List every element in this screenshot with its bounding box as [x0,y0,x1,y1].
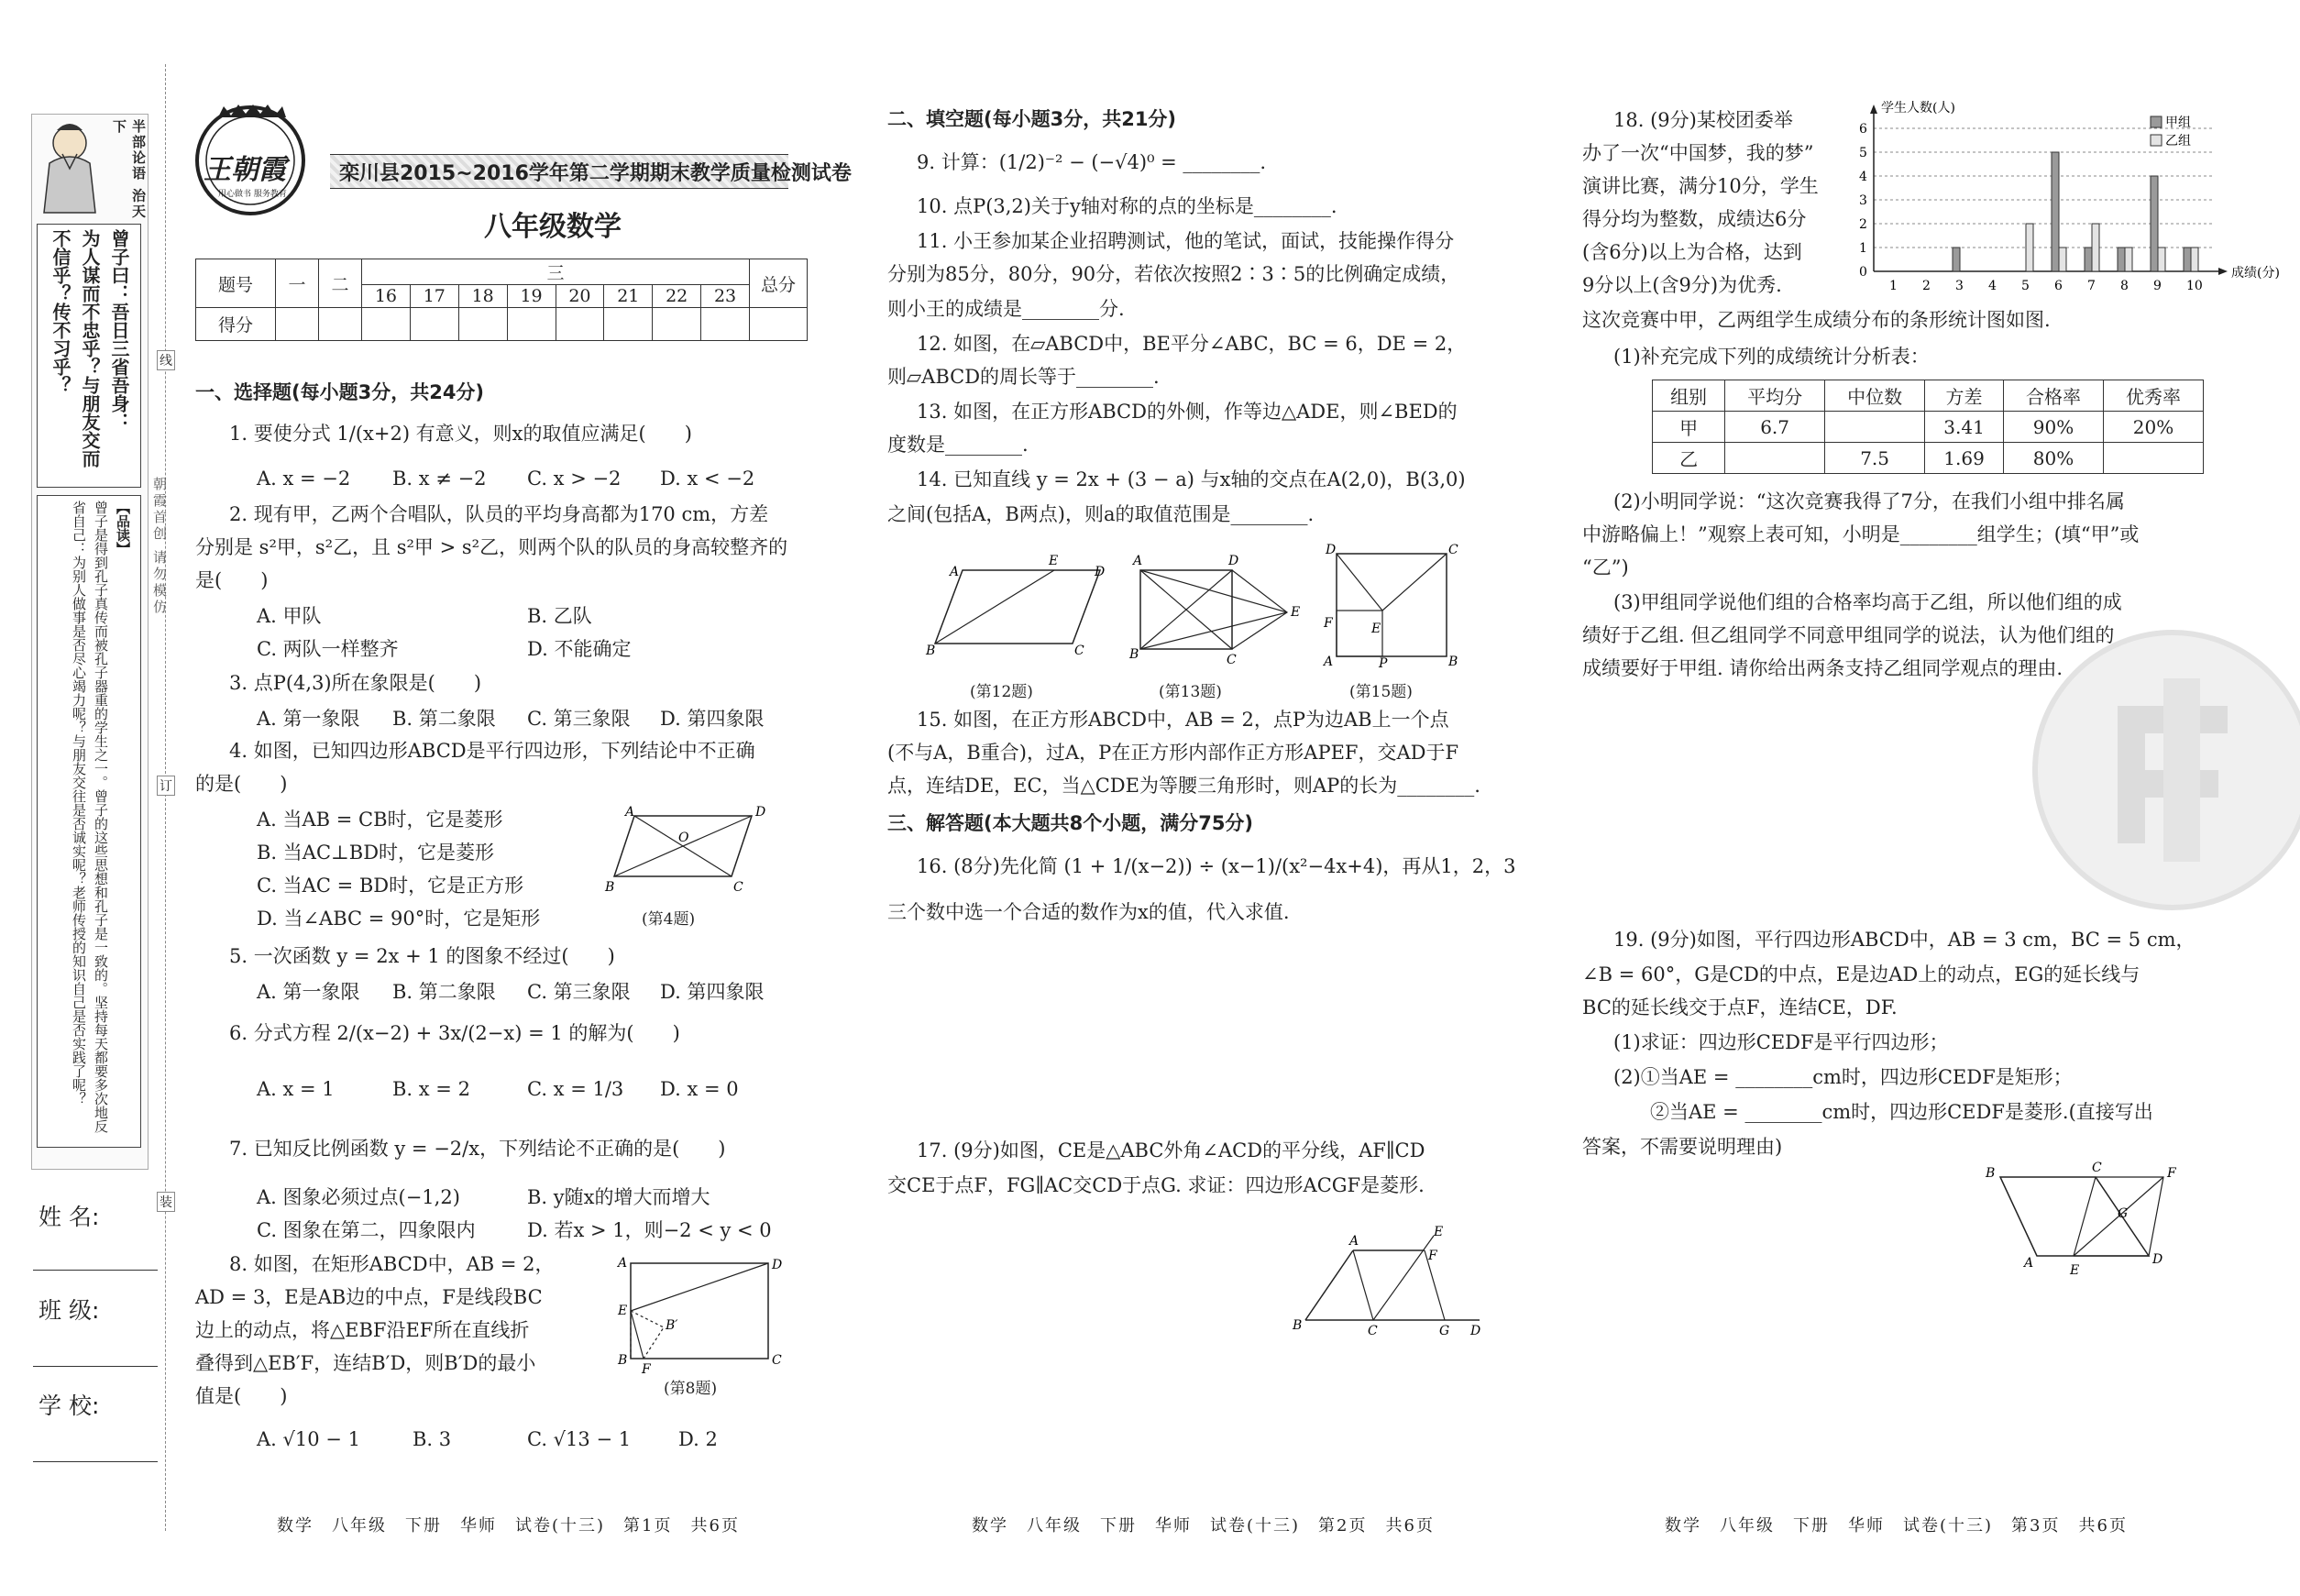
score-cell[interactable] [556,308,604,341]
bar-yi [2125,248,2132,271]
svg-text:A: A [950,565,960,579]
legend-label: 乙组 [2165,134,2191,149]
legend-swatch [2151,135,2162,146]
q18-line-6: 9分以上(含9分)为优秀. [1582,274,1782,296]
stat-header-row [1653,380,2204,412]
q8-opt-b: B. 3 [413,1428,452,1450]
svg-text:A: A [625,805,635,820]
page-footer-2: 数学 八年级 下册 华师 试卷(十三) 第2页 共6页 [972,1516,1435,1535]
q15-caption: (第15题) [1349,683,1413,701]
q8-opt-a: A. √10 − 1 [257,1428,360,1450]
svg-text:D: D [755,805,766,820]
q5-opt-b: B. 第二象限 [392,981,496,1003]
q6-opt-b: B. x = 2 [392,1078,470,1100]
x-tick-label: 7 [2087,279,2096,293]
binding-line [165,64,166,1531]
q7-opt-c: C. 图象在第二，四象限内 [257,1219,476,1241]
x-tick-label: 4 [1988,279,1997,293]
q18-part3-line-1: (3)甲组同学说他们组的合格率均高于乙组，所以他们组的成 [1613,591,2122,613]
q12-figure [926,548,1109,662]
score-table [195,259,808,341]
svg-text:A: A [1324,655,1334,669]
q6-opt-a: A. x = 1 [257,1078,335,1100]
page-footer-1: 数学 八年级 下册 华师 试卷(十三) 第1页 共6页 [277,1516,740,1535]
stat-cell-blank[interactable] [2103,443,2203,474]
q1: 1. 要使分式 1/(x+2) 有意义，则x的取值应满足( ) [229,423,692,445]
svg-text:B: B [1986,1166,1996,1181]
svg-text:D: D [1095,565,1106,579]
stat-header: 合格率 [2003,380,2103,412]
x-tick-label: 3 [1955,279,1964,293]
stat-cell: 80% [2003,443,2103,474]
class-label: 班 级: [39,1297,100,1324]
svg-text:B: B [926,644,936,658]
svg-text:B: B [1448,655,1458,669]
svg-text:F: F [1324,616,1333,631]
svg-text:E: E [1291,605,1301,620]
score-num: 16 [362,285,411,308]
q19-figure [1980,1161,2200,1283]
q19-part2-c: 答案，不需要说明理由) [1582,1136,1783,1158]
stat-cell-blank[interactable] [1825,412,1925,443]
stat-cell: 乙 [1653,443,1725,474]
bar-jia [2184,248,2191,271]
svg-text:C: C [772,1353,782,1368]
q3-opt-c: C. 第三象限 [527,708,631,730]
stat-cell: 7.5 [1825,443,1925,474]
q19-part2-a: (2)①当AE = ________cm时，四边形CEDF是矩形； [1613,1066,2073,1088]
q7-opt-b: B. y随x的增大而增大 [527,1186,710,1208]
quote-line-3: 不信乎？传不习乎？ [50,229,72,394]
q18-part3-line-3: 成绩要好于甲组. 请你给出两条支持乙组同学观点的理由. [1582,657,2063,679]
svg-text:A: A [1133,554,1143,568]
q8-line-1: 8. 如图，在矩形ABCD中，AB = 2， [229,1253,555,1275]
confucius-figure [35,117,108,218]
score-num: 20 [556,285,604,308]
q5-opt-d: D. 第四象限 [660,981,765,1003]
stat-row-yi [1653,443,2204,474]
score-cell[interactable] [750,308,808,341]
q11-line-2: 分别为85分，80分，90分，若依次按照2∶3∶5的比例确定成绩， [887,263,1460,285]
q18-part2-line-3: “乙”) [1582,556,1629,578]
y-tick-label: 6 [1859,122,1867,137]
q18-line-3: 演讲比赛，满分10分，学生 [1582,175,1819,197]
q5-opt-a: A. 第一象限 [257,981,360,1003]
q8-figure [612,1258,787,1381]
stat-header: 优秀率 [2103,380,2203,412]
name-field[interactable] [33,1270,158,1271]
score-col-2: 二 [319,259,362,308]
stat-cell: 90% [2003,412,2103,443]
q15-line-3: 点，连结DE，EC，当△CDE为等腰三角形时，则AP的长为________. [887,775,1480,797]
name-label: 姓 名: [39,1204,100,1230]
q8-line-5: 值是( ) [195,1385,288,1407]
brand-name: 王朝霞 [204,154,286,186]
y-tick-label: 0 [1859,265,1867,280]
q12-line-2: 则▱ABCD的周长等于________. [887,366,1160,388]
seal-label-2: 订 [157,776,175,796]
svg-text:D: D [2152,1252,2163,1267]
score-cell[interactable] [458,308,507,341]
score-num: 19 [507,285,556,308]
q7-opt-a: A. 图象必须过点(−1,2) [257,1186,460,1208]
score-cell[interactable] [653,308,701,341]
svg-text:D: D [1326,543,1337,557]
q9: 9. 计算：(1/2)⁻² − (−√4)⁰ = ________. [917,151,1267,173]
q18-part3-line-2: 绩好于乙组. 但乙组同学不同意甲组同学的说法，认为他们组的 [1582,624,2115,646]
score-cell[interactable] [410,308,458,341]
q18-line-7: 这次竞赛中甲，乙两组学生成绩分布的条形统计图如图. [1582,309,2051,331]
svg-text:C: C [1368,1324,1378,1338]
score-cell[interactable] [362,308,411,341]
school-label: 学 校: [39,1392,100,1419]
q1-opt-c: C. x > −2 [527,468,622,490]
q4-opt-d: D. 当∠ABC = 90°时，它是矩形 [257,908,541,930]
q19-line-1: 19. (9分)如图，平行四边形ABCD中，AB = 3 cm，BC = 5 cm， [1613,929,2195,951]
q4-caption: (第4题) [642,910,696,929]
svg-text:C: C [733,880,743,895]
svg-text:B: B [1293,1318,1303,1333]
q18-line-2: 办了一次“中国梦，我的梦” [1582,142,1814,164]
svg-text:C: C [1074,644,1084,658]
x-tick-label: 10 [2186,279,2203,293]
stat-header: 组别 [1653,380,1725,412]
parallelogram-bisector-diagram [926,548,1109,658]
svg-text:E: E [2070,1263,2080,1278]
q4-opt-c: C. 当AC = BD时，它是正方形 [257,875,524,897]
score-row-label: 题号 [196,259,276,308]
q3-opt-b: B. 第二象限 [392,708,496,730]
watermark-icon [2017,623,2292,917]
q15-line-2: (不与A，B重合)，过A，P在正方形内部作正方形APEF，交AD于F [887,742,1459,764]
part3-heading: 三、解答题(本大题共8个小题，满分75分) [887,812,1254,834]
x-tick-label: 5 [2021,279,2030,293]
bar-yi [2158,248,2165,271]
y-tick-label: 3 [1859,193,1867,208]
q4-line-1: 4. 如图，已知四边形ABCD是平行四边形，下列结论中不正确 [229,740,755,762]
class-field[interactable] [33,1366,158,1367]
q15-figure [1320,543,1458,671]
svg-text:C: C [1448,543,1458,557]
bar-chart-svg [1848,99,2280,310]
q18-part1: (1)补充完成下列的成绩统计分析表： [1613,346,1930,368]
bar-yi [2092,224,2099,271]
q14-line-1: 14. 已知直线 y = 2x + (3 − a) 与x轴的交点在A(2,0)，B(3,0) [917,468,1466,490]
q6-opt-c: C. x = 1/3 [527,1078,624,1100]
q11-line-3: 则小王的成绩是________分. [887,298,1125,320]
score-cell[interactable] [604,308,653,341]
svg-text:A: A [618,1256,628,1271]
brand-subtitle: 用心做书 服务教育 [218,190,287,199]
score-bar-chart [1848,99,2280,314]
q18-part2-line-1: (2)小明同学说：“这次竞赛我得了7分，在我们小组中排名属 [1613,490,2125,512]
bar-yi [2059,248,2066,271]
exam-title: 栾川县2015~2016学年第二学期期末教学质量检测试卷 [339,162,852,185]
bar-jia [2085,248,2092,271]
bar-jia [1953,248,1960,271]
q3: 3. 点P(4,3)所在象限是( ) [229,672,482,694]
q4-line-2: 的是( ) [195,773,288,795]
q18-part2-line-2: 中游略偏上！”观察上表可知，小明是________组学生；(填“甲”或 [1582,523,2140,545]
stat-table [1652,380,2204,474]
score-cell[interactable] [276,308,319,341]
rhombus-proof-diagram [1287,1225,1498,1338]
page-footer-3: 数学 八年级 下册 华师 试卷(十三) 第3页 共6页 [1665,1516,2128,1535]
y-axis-arrow [1870,105,1877,114]
confucius-icon [35,117,108,218]
q17-line-2: 交CE于点F，FG∥AC交CD于点G. 求证：四边形ACGF是菱形. [887,1174,1425,1196]
q7-opt-d: D. 若x > 1，则−2 < y < 0 [527,1219,772,1241]
q18-line-4: 得分均为整数，成绩达6分 [1582,208,1807,230]
q12-line-1: 12. 如图，在▱ABCD中，BE平分∠ABC，BC = 6，DE = 2， [917,333,1467,355]
reading-title: 【品读】 [115,501,131,556]
seal-watermark [2017,623,2292,920]
y-tick-label: 4 [1859,170,1867,184]
stat-cell: 3.41 [1925,412,2004,443]
rectangle-fold-diagram [612,1258,787,1377]
q1-opt-b: B. x ≠ −2 [392,468,487,490]
q1-opt-d: D. x < −2 [660,468,755,490]
q2-opt-a: A. 甲队 [257,605,322,627]
svg-text:G: G [1439,1324,1450,1338]
score-col-3: 三 [362,259,750,285]
stat-cell: 1.69 [1925,443,2004,474]
legend-swatch [2151,116,2162,127]
q3-opt-d: D. 第四象限 [660,708,765,730]
quote-line-1: 曾子曰：吾日三省吾身： [108,229,130,431]
q13-line-2: 度数是________. [887,434,1029,456]
score-cell[interactable] [701,308,750,341]
q13-line-1: 13. 如图，在正方形ABCD的外侧，作等边△ADE，则∠BED的 [917,401,1458,423]
svg-text:E: E [1434,1225,1444,1239]
q16-line-1: 16. (8分)先化简 (1 + 1/(x−2)) ÷ (x−1)/(x²−4x+4)，再从1，2，3 [917,855,1516,877]
seal-label-1: 线 [157,350,175,370]
q6-opt-d: D. x = 0 [660,1078,739,1100]
q18-line-5: (含6分)以上为合格，达到 [1582,241,1802,263]
svg-text:B′: B′ [666,1318,678,1333]
part2-heading: 二、填空题(每小题3分，共21分) [887,108,1177,130]
q14-line-2: 之间(包括A，B两点)，则a的取值范围是________. [887,503,1315,525]
bar-yi [2026,224,2033,271]
q10: 10. 点P(3,2)关于y轴对称的点的坐标是________. [917,195,1337,217]
reading-text: 曾子是得到孔子真传而被孔子器重的学生之一。曾子的这些思想和孔子是一致的。坚持每天都要多次地反省自己：为别人做事是否尽心竭力呢？与朋友交往是否诚实呢？老师传授的知识自己是否实践了呢？ [71,501,109,1133]
q15-line-1: 15. 如图，在正方形ABCD中，AB = 2，点P为边AB上一个点 [917,709,1449,731]
q2-line-1: 2. 现有甲，乙两个合唱队，队员的平均身高都为170 cm，方差 [229,503,769,525]
q6: 6. 分式方程 2/(x−2) + 3x/(2−x) = 1 的解为( ) [229,1022,680,1044]
stat-header: 平均分 [1725,380,1825,412]
q16-line-2: 三个数中选一个合适的数作为x的值，代入求值. [887,901,1290,923]
x-tick-label: 1 [1889,279,1898,293]
quote-line-2: 为人谋而不忠乎？与朋友交而 [79,229,101,468]
score-num: 18 [458,285,507,308]
q19-line-3: BC的延长线交于点F，连结CE，DF. [1582,996,1898,1018]
q18-line-1: 18. (9分)某校团委举 [1613,109,1793,131]
stat-cell-blank[interactable] [1725,443,1825,474]
bar-yi [2191,248,2198,271]
parallelogram-diagram [605,803,766,904]
q4-opt-b: B. 当AC⊥BD时，它是菱形 [257,842,495,864]
stat-header: 中位数 [1825,380,1925,412]
score-num: 23 [701,285,750,308]
svg-text:D: D [772,1258,783,1272]
exam-subject: 八年级数学 [484,211,622,243]
q19-line-2: ∠B = 60°，G是CD的中点，E是边AD上的动点，EG的延长线与 [1582,963,2140,985]
q2-line-3: 是( ) [195,569,269,591]
svg-text:C: C [1227,653,1237,667]
x-axis-label: 成绩(分) [2231,266,2280,281]
score-num: 21 [604,285,653,308]
q8-caption: (第8题) [664,1380,718,1398]
q3-opt-a: A. 第一象限 [257,708,360,730]
svg-text:E: E [1049,554,1059,568]
y-tick-label: 2 [1859,217,1867,232]
svg-text:G: G [2118,1206,2129,1221]
score-row2-label: 得分 [196,308,276,341]
legend-label: 甲组 [2165,116,2191,130]
sidebar-motto: 半部论语 治天下 [111,119,147,220]
q17-figure [1287,1225,1498,1342]
svg-text:D: D [1228,554,1239,568]
parallelogram-cedf-diagram [1980,1161,2200,1280]
y-tick-label: 1 [1859,241,1867,256]
svg-text:F: F [1428,1249,1437,1263]
bar-jia [2052,152,2059,271]
q1-opt-a: A. x = −2 [257,468,351,490]
q8-opt-d: D. 2 [678,1428,718,1450]
stat-header: 方差 [1925,380,2004,412]
x-tick-label: 6 [2054,279,2063,293]
part1-heading: 一、选择题(每小题3分，共24分) [195,381,485,403]
x-tick-label: 2 [1922,279,1931,293]
stat-cell: 20% [2103,412,2203,443]
bar-jia [2118,248,2125,271]
svg-text:A: A [1349,1234,1359,1249]
stat-row-jia [1653,412,2204,443]
q2-opt-b: B. 乙队 [527,605,592,627]
q17-line-1: 17. (9分)如图，CE是△ABC外角∠ACD的平分线，AF∥CD [917,1139,1425,1161]
score-cell[interactable] [319,308,362,341]
score-num: 17 [410,285,458,308]
svg-text:O: O [678,831,689,845]
svg-text:B: B [1129,647,1139,662]
q7: 7. 已知反比例函数 y = −2/x，下列结论不正确的是( ) [229,1138,726,1160]
score-col-1: 一 [276,259,319,308]
svg-text:F: F [642,1362,651,1377]
q5: 5. 一次函数 y = 2x + 1 的图象不经过( ) [229,945,615,967]
stat-cell: 甲 [1653,412,1725,443]
bar-jia [2151,176,2158,271]
x-tick-label: 8 [2120,279,2129,293]
svg-text:C: C [2092,1161,2102,1175]
q4-figure [605,803,766,908]
score-num: 22 [653,285,701,308]
q8-line-4: 叠得到△EB′F，连结B′D，则B′D的最小 [195,1352,536,1374]
score-total: 总分 [750,259,808,308]
x-axis-arrow [2218,268,2228,275]
square-triangle-diagram [1126,548,1309,667]
y-tick-label: 5 [1859,146,1867,160]
q4-opt-a: A. 当AB = CB时，它是菱形 [257,809,503,831]
q13-caption: (第13题) [1159,683,1222,701]
svg-text:B: B [605,880,615,895]
q8-line-2: AD = 3，E是AB边的中点，F是线段BC [195,1286,543,1308]
svg-text:E: E [1371,622,1381,636]
q13-figure [1126,548,1309,671]
q2-line-2: 分别是 s²甲，s²乙，且 s²甲 > s²乙，则两个队的队员的身高较整齐的 [195,536,788,558]
q2-opt-d: D. 不能确定 [527,638,632,660]
svg-text:P: P [1379,656,1388,671]
q19-part1: (1)求证：四边形CEDF是平行四边形； [1613,1031,1949,1053]
svg-text:A: A [2024,1256,2034,1271]
stat-cell: 6.7 [1725,412,1825,443]
q8-line-3: 边上的动点，将△EBF沿EF所在直线折 [195,1319,530,1341]
score-cell[interactable] [507,308,556,341]
nested-square-diagram [1320,543,1458,671]
y-axis-label: 学生人数(人) [1881,101,1955,116]
school-field[interactable] [33,1461,158,1462]
q19-part2-b: ②当AE = ________cm时，四边形CEDF是菱形.(直接写出 [1650,1101,2153,1123]
seal-label-3: 装 [157,1192,175,1212]
q12-caption: (第12题) [970,683,1033,701]
q2-opt-c: C. 两队一样整齐 [257,638,399,660]
q5-opt-c: C. 第三象限 [527,981,631,1003]
copyright-note: 朝霞首创 请勿模仿 [151,477,168,616]
svg-text:B: B [618,1353,628,1368]
svg-text:F: F [2167,1166,2176,1181]
q8-opt-c: C. √13 − 1 [527,1428,632,1450]
x-tick-label: 9 [2153,279,2162,293]
q11-line-1: 11. 小王参加某企业招聘测试，他的笔试，面试，技能操作得分 [917,230,1455,252]
svg-text:E: E [618,1304,628,1318]
svg-text:D: D [1470,1324,1481,1338]
